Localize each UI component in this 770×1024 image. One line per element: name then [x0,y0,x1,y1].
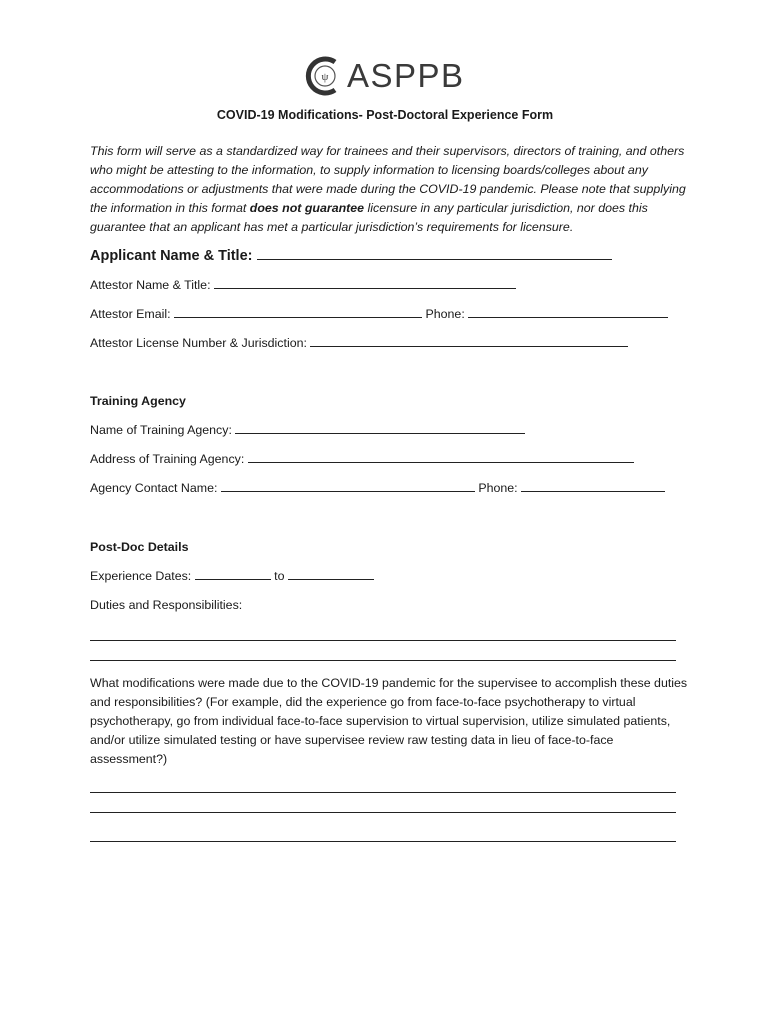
applicant-field[interactable] [257,247,612,260]
attestor-email-field[interactable] [174,307,422,318]
intro-text: This form will serve as a standardized way for trainees and their supervisors, directors of training, and others who might be attesting to the information, to supply information to licensing boards/colleges about any accommodations or adjustments that were made during the COVID-19 pandemic. Please note that supplying the information in this format [90,144,686,215]
agency-name-row [90,423,525,437]
agency-address-label: Address of Training Agency: [90,452,245,466]
postdoc-heading: Post-Doc Details [90,540,189,554]
applicant-row [90,247,612,264]
modifications-line[interactable] [90,792,676,793]
duties-label: Duties and Responsibilities: [90,598,243,612]
applicant-label: Applicant Name & Title: [90,248,253,264]
attestor-name-row [90,278,516,292]
attestor-phone-label: Phone: [425,307,465,321]
intro-emphasis: does not guarantee [249,201,365,215]
attestor-email-label: Attestor Email: [90,307,171,321]
agency-address-field[interactable] [248,452,634,463]
attestor-name-label: Attestor Name & Title: [90,278,211,292]
start-date-field[interactable] [195,569,271,580]
agency-phone-label: Phone: [478,481,518,495]
intro-paragraph [90,142,690,237]
modifications-line[interactable] [90,841,676,842]
end-date-field[interactable] [288,569,374,580]
agency-contact-field[interactable] [221,481,475,492]
attestor-license-label: Attestor License Number & Jurisdiction: [90,336,307,350]
attestor-license-row [90,336,628,350]
modifications-question: What modifications were made due to the COVID-19 pandemic for the supervisee to accomplish these duties and responsibilities? (For example, did the experience go from face-to-face psychotherapy to virtual psychotherapy, go from individual face-to-face supervision to virtual supervision, utilize simulated patients, and/or utilize simulated testing or have supervisee review raw testing data in lieu of face-to-face assessment?) [90,676,688,766]
agency-name-label: Name of Training Agency: [90,423,232,437]
logo [305,54,465,98]
attestor-phone-field[interactable] [468,307,668,318]
attestor-email-row [90,307,668,321]
svg-text:ψ: ψ [321,71,329,83]
agency-contact-row [90,481,665,495]
attestor-license-field[interactable] [310,336,628,347]
logo-text: ASPPB [347,57,465,94]
intro-text-end: licensure in any particular jurisdiction, nor does this guarantee that an applicant has met a particular jurisdiction’s requirements for licensure. [90,201,648,234]
form-title: COVID-19 Modifications- Post-Doctoral Experience Form [216,108,554,122]
agency-name-field[interactable] [235,423,525,434]
agency-contact-label: Agency Contact Name: [90,481,218,495]
attestor-name-field[interactable] [214,278,516,289]
experience-dates-label: Experience Dates: [90,569,192,583]
duties-line[interactable] [90,660,676,661]
experience-dates-row [90,569,374,583]
to-label: to [274,569,285,583]
agency-address-row [90,452,634,466]
asppb-seal-icon [305,56,343,96]
agency-phone-field[interactable] [521,481,665,492]
modifications-line[interactable] [90,812,676,813]
training-agency-heading: Training Agency [90,394,186,408]
duties-line[interactable] [90,640,676,641]
